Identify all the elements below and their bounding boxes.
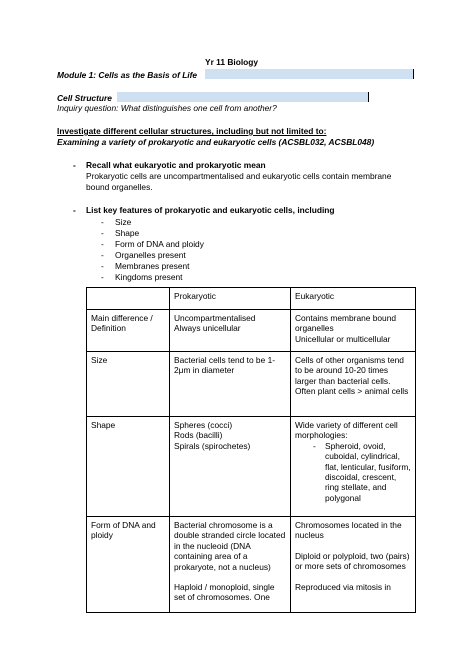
task1-answer: Prokaryotic cells are uncompartmentalised and eukaryotic cells contain membrane (86, 171, 392, 181)
module-highlight (205, 69, 414, 79)
investigate-subheading: Examining a variety of prokaryotic and eukaryotic cells (ACSBL032, ACSBL048) (57, 137, 375, 147)
task1-answer: bound organelles. (86, 182, 153, 192)
text-cursor (413, 69, 414, 79)
table-cell (291, 517, 416, 613)
cell-text: Wide variety of different cell morphologies: (295, 420, 398, 441)
cell-text: Reproduced via mitosis in (295, 581, 391, 592)
list-item-dash: - (101, 217, 104, 227)
page-title: Yr 11 Biology (205, 57, 259, 67)
cell-text: Always unicellular (174, 323, 241, 334)
task1-dash: - (73, 160, 76, 170)
table-cell (291, 352, 416, 417)
cell-text: Unicellular or multicellular (295, 333, 391, 344)
cell-text: Cells of other organisms tend to be around 10-20 times larger than bacterial cells. (295, 355, 404, 386)
table-header-row (87, 288, 416, 310)
cell-text: Spheres (cocci) (174, 420, 233, 430)
task2-heading: List key features of prokaryotic and eukaryotic cells, including (86, 205, 335, 215)
table-header-cell (87, 288, 170, 310)
cell-text: Spheroid, ovoid, cuboidal, cylindrical, flat, lenticular, fusiform, discoidal, crescent, ring stellate, and polygonal (325, 440, 411, 503)
text-cursor (368, 92, 369, 102)
table-cell (170, 417, 291, 517)
cell-text: Rods (bacilli) (174, 430, 223, 441)
cell-text: Uncompartmentalised (174, 313, 256, 323)
list-item-dash: - (101, 250, 104, 260)
list-item-dash: - (101, 228, 104, 238)
list-item-dash: - (101, 239, 104, 249)
investigate-heading: Investigate different cellular structures, including but not limited to: (57, 126, 327, 136)
list-item-dash: - (101, 272, 104, 282)
row-label-dna-ploidy: Form of DNA and ploidy (87, 517, 170, 613)
cell-text: Bacterial cells tend to be 1-2μm in diameter (174, 355, 276, 376)
cell-text: Spirals (spirochetes) (174, 440, 251, 451)
list-item-membranes: Membranes present (115, 261, 190, 271)
table-header-prokaryotic: Prokaryotic (170, 288, 291, 310)
section-heading: Cell Structure (57, 93, 112, 103)
list-item-organelles: Organelles present (115, 250, 186, 260)
table-header-eukaryotic: Eukaryotic (291, 288, 416, 310)
list-item (313, 441, 411, 503)
cell-text: Bacterial chromosome is a double stranded circle located in the nucleoid (DNA containing area of a prokaryote, not a nucleus) (174, 520, 286, 572)
table-cell (291, 310, 416, 352)
table-cell (170, 352, 291, 417)
row-label-shape: Shape (87, 417, 170, 517)
task1-heading: Recall what eukaryotic and prokaryotic mean (86, 160, 266, 170)
cell-text: Haploid / monoploid, single set of chromosomes. One (174, 582, 275, 603)
cell-text: Contains membrane bound organelles (295, 313, 397, 334)
row-label-main-difference: Main difference / Definition (87, 310, 170, 352)
cell-text: Often plant cells > animal cells (295, 386, 409, 397)
comparison-table (86, 287, 416, 613)
row-label-size: Size (87, 352, 170, 417)
cell-text: Diploid or polyploid, two (pairs) or more sets of chromosomes (295, 550, 410, 572)
table-row (87, 310, 416, 352)
list-dash: - (313, 440, 316, 451)
task2-dash: - (73, 205, 76, 215)
inquiry-question: Inquiry question: What distinguishes one cell from another? (57, 103, 277, 113)
list-item-kingdoms: Kingdoms present (115, 272, 183, 282)
table-row (87, 352, 416, 417)
cell-text: Chromosomes located in the nucleus (295, 520, 402, 541)
section-highlight (117, 92, 368, 102)
list-item-dna: Form of DNA and ploidy (115, 239, 204, 249)
table-cell (291, 417, 416, 517)
list-item-size: Size (115, 217, 132, 227)
table-cell (170, 517, 291, 613)
table-cell (170, 310, 291, 352)
list-item-shape: Shape (115, 228, 140, 238)
table-row (87, 417, 416, 517)
module-heading: Module 1: Cells as the Basis of Life (57, 70, 198, 80)
table-row (87, 517, 416, 613)
list-item-dash: - (101, 261, 104, 271)
morphology-list (295, 441, 411, 503)
